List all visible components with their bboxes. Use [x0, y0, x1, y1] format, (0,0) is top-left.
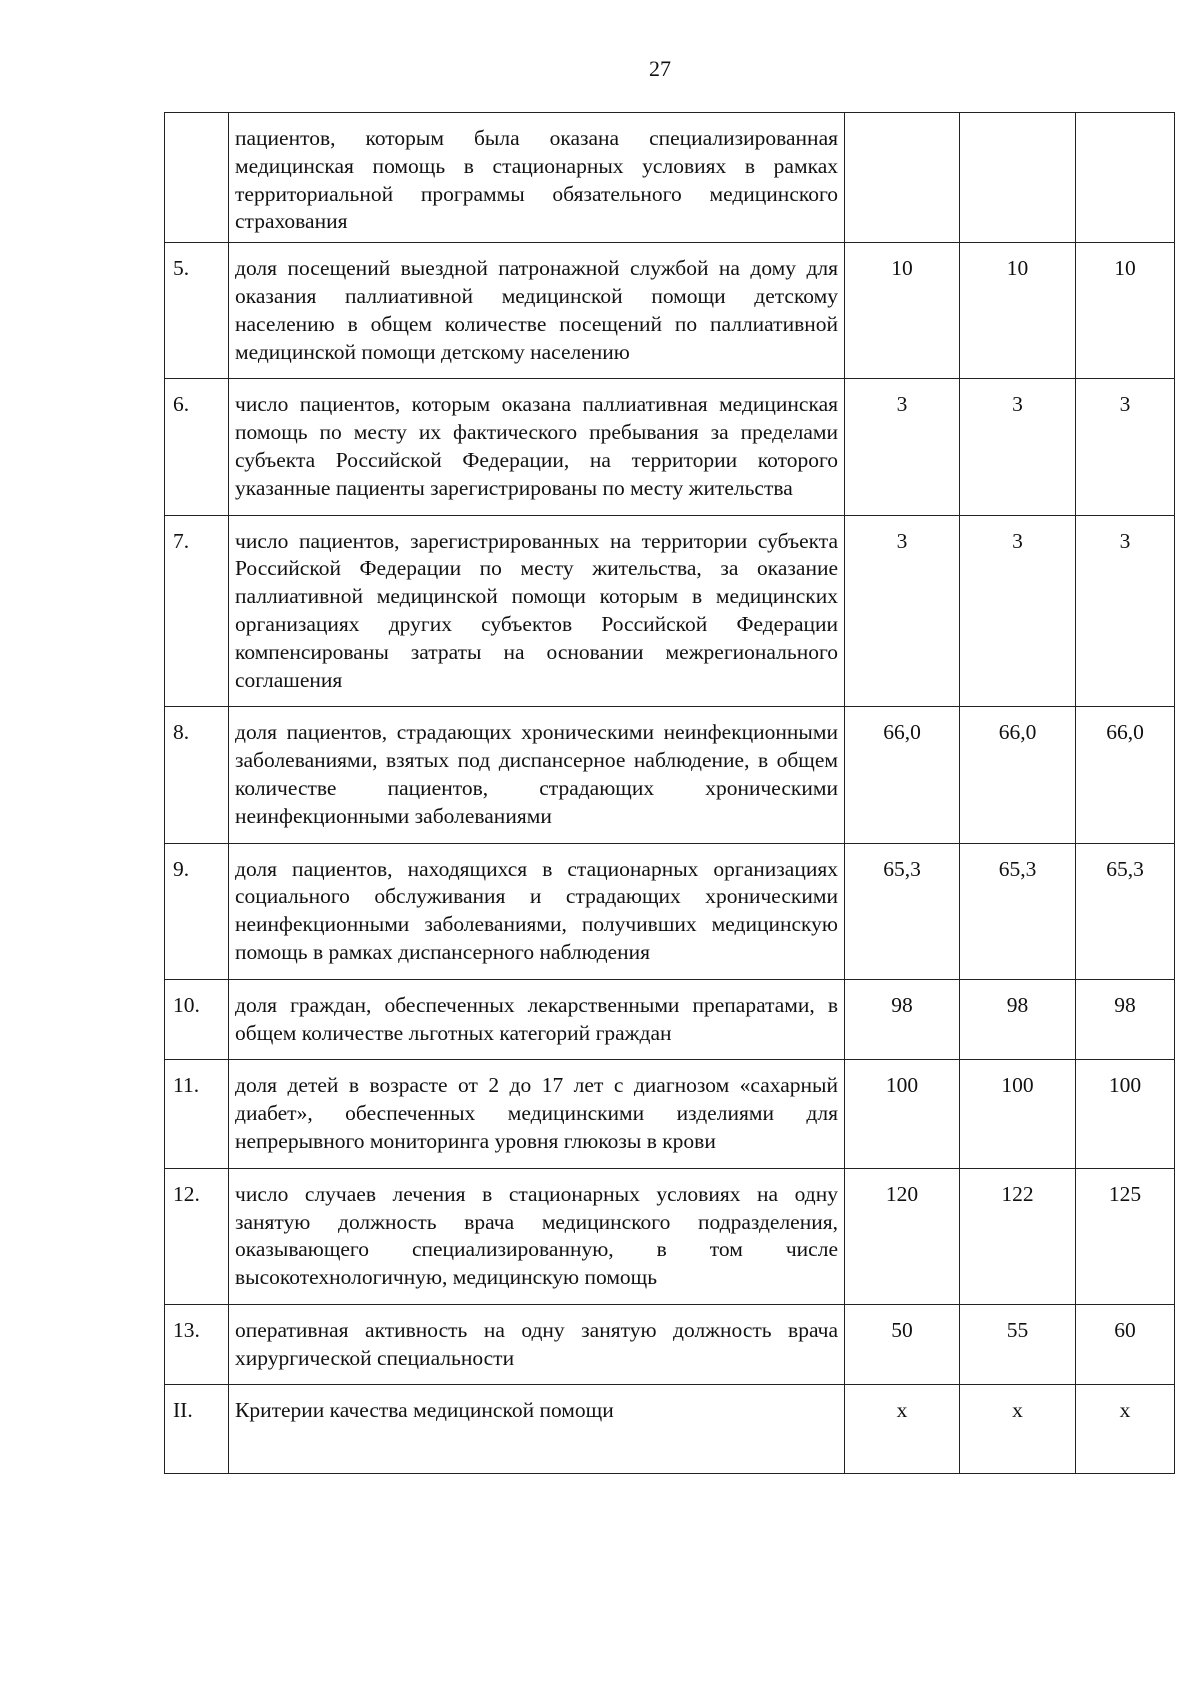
row-value-1: 3	[845, 515, 960, 707]
row-description: доля детей в возрасте от 2 до 17 лет с диагнозом «сахарный диабет», обеспеченных медицинскими изделиями для непрерывного мониторинга уровня глюкозы в крови	[229, 1060, 845, 1168]
row-number: 11.	[165, 1060, 229, 1168]
table-row	[165, 379, 1175, 515]
row-value-2: 122	[960, 1168, 1076, 1304]
page-number: 27	[649, 56, 671, 81]
row-value-1	[845, 113, 960, 243]
table-row	[165, 515, 1175, 707]
row-description: доля пациентов, находящихся в стационарных организациях социального обслуживания и страдающих хроническими неинфекционными заболеваниями, получивших медицинскую помощь в рамках диспансерного наблюдения	[229, 843, 845, 979]
row-description: Критерии качества медицинской помощи	[229, 1385, 845, 1474]
row-description: доля пациентов, страдающих хроническими неинфекционными заболеваниями, взятых под диспансерное наблюдение, в общем количестве пациентов, страдающих хроническими неинфекционными заболеваниями	[229, 707, 845, 843]
row-value-2: 3	[960, 515, 1076, 707]
row-value-2: 65,3	[960, 843, 1076, 979]
row-value-1: 10	[845, 243, 960, 379]
row-number: 13.	[165, 1304, 229, 1385]
row-value-3: 66,0	[1076, 707, 1175, 843]
table-row	[165, 1060, 1175, 1168]
row-number: 6.	[165, 379, 229, 515]
row-number: 8.	[165, 707, 229, 843]
table-row	[165, 1304, 1175, 1385]
row-number: 12.	[165, 1168, 229, 1304]
row-value-3: 100	[1076, 1060, 1175, 1168]
row-value-2: 3	[960, 379, 1076, 515]
table-row	[165, 843, 1175, 979]
row-description: доля граждан, обеспеченных лекарственными препаратами, в общем количестве льготных категорий граждан	[229, 979, 845, 1060]
row-number: 5.	[165, 243, 229, 379]
row-value-3: 98	[1076, 979, 1175, 1060]
table-row	[165, 113, 1175, 243]
row-number	[165, 113, 229, 243]
row-value-3: х	[1076, 1385, 1175, 1474]
row-value-3: 3	[1076, 515, 1175, 707]
row-value-3: 65,3	[1076, 843, 1175, 979]
row-value-1: 50	[845, 1304, 960, 1385]
row-number: 9.	[165, 843, 229, 979]
row-number: 7.	[165, 515, 229, 707]
criteria-table	[164, 112, 1175, 1474]
row-description: число пациентов, зарегистрированных на территории субъекта Российской Федерации по месту жительства, за оказание паллиативной медицинской помощи которым в медицинских организациях других субъектов Российской Федерации компенсированы затраты на основании межрегионального соглашения	[229, 515, 845, 707]
row-number: II.	[165, 1385, 229, 1474]
row-value-1: 65,3	[845, 843, 960, 979]
row-description: доля посещений выездной патронажной службой на дому для оказания паллиативной медицинской помощи детскому населению в общем количестве посещений по паллиативной медицинской помощи детскому населению	[229, 243, 845, 379]
row-value-2: 55	[960, 1304, 1076, 1385]
row-value-2	[960, 113, 1076, 243]
row-value-1: х	[845, 1385, 960, 1474]
row-description: пациентов, которым была оказана специализированная медицинская помощь в стационарных условиях в рамках территориальной программы обязательного медицинского страхования	[229, 113, 845, 243]
row-value-3: 10	[1076, 243, 1175, 379]
table-row	[165, 1168, 1175, 1304]
row-description: оперативная активность на одну занятую должность врача хирургической специальности	[229, 1304, 845, 1385]
row-value-3: 60	[1076, 1304, 1175, 1385]
row-value-2: х	[960, 1385, 1076, 1474]
row-description: число случаев лечения в стационарных условиях на одну занятую должность врача медицинского подразделения, оказывающего специализированную, в том числе высокотехнологичную, медицинскую помощь	[229, 1168, 845, 1304]
row-value-2: 98	[960, 979, 1076, 1060]
table-row	[165, 979, 1175, 1060]
table-row	[165, 707, 1175, 843]
row-value-1: 98	[845, 979, 960, 1060]
row-value-3: 3	[1076, 379, 1175, 515]
row-number: 10.	[165, 979, 229, 1060]
row-value-1: 3	[845, 379, 960, 515]
row-value-2: 66,0	[960, 707, 1076, 843]
row-value-2: 10	[960, 243, 1076, 379]
row-value-1: 120	[845, 1168, 960, 1304]
row-value-1: 100	[845, 1060, 960, 1168]
row-description: число пациентов, которым оказана паллиативная медицинская помощь по месту их фактического пребывания за пределами субъекта Российской Федерации, на территории которого указанные пациенты зарегистрированы по месту жительства	[229, 379, 845, 515]
table-row	[165, 243, 1175, 379]
row-value-3	[1076, 113, 1175, 243]
row-value-3: 125	[1076, 1168, 1175, 1304]
row-value-1: 66,0	[845, 707, 960, 843]
row-value-2: 100	[960, 1060, 1076, 1168]
table-row	[165, 1385, 1175, 1474]
